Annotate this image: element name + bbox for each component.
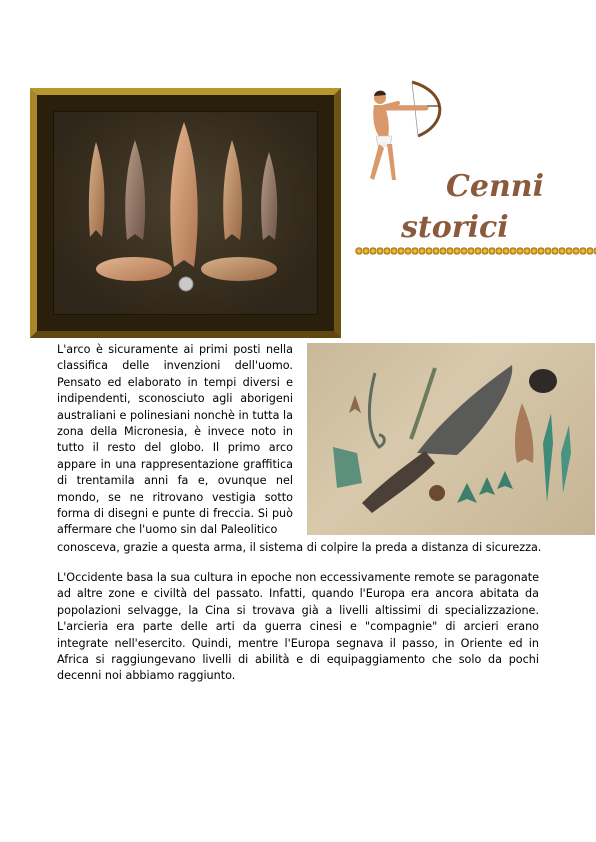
archer-leg-left	[370, 144, 384, 180]
small-point-left	[349, 395, 361, 413]
arrowhead-5	[261, 152, 277, 240]
flat-blade-right	[201, 257, 277, 281]
hook-1	[369, 373, 384, 447]
bronze-arrow-1	[457, 483, 477, 503]
arrowheads-illustration	[54, 112, 299, 296]
arrowhead-2	[125, 140, 145, 240]
arrowhead-4	[223, 140, 242, 240]
archer-leg-right	[387, 144, 396, 180]
knife-handle	[362, 451, 435, 513]
arrowhead-1	[89, 142, 105, 237]
ancient-artifacts-photo	[307, 343, 595, 535]
page-title-line-1: Cenni	[446, 169, 544, 204]
paragraph-1-wrapped: L'arco è sicuramente ai primi posti nella classifica delle invenzioni dell'uomo. Pensato ed elaborato in tempi diversi e indipendenti, sconosciuto agli aborigeni australiani e polinesiani nonchè in tutta la zona della Micronesia, è invece noto in tutto il resto del globo. Il primo arco appare in una rappresentazione graffitica di trentamila anni fa e, ovunque nel mondo, se ne ritrovano vestigia sotto forma di disegni e punte di freccia. Si può affermare che l'uomo sin dal Paleolitico	[57, 343, 293, 537]
bronze-spear-2	[561, 425, 571, 493]
bronze-arrow-3	[497, 471, 513, 489]
bead-divider	[355, 247, 596, 255]
artifacts-illustration	[307, 343, 595, 535]
coin	[179, 277, 193, 291]
hook-2	[411, 368, 435, 439]
flat-blade-left	[96, 257, 172, 281]
framed-arrowheads-photo	[30, 88, 341, 338]
green-stone	[333, 447, 362, 488]
flint-point	[515, 403, 534, 463]
arrowhead-3	[170, 122, 197, 267]
page-title-line-2: storici	[401, 210, 509, 245]
paragraph-2: L'Occidente basa la sua cultura in epoche non eccessivamente remote se paragonate ad altre zone e civiltà del passato. Infatti, quando l'Europa era ancora abitata da popolazioni selvagge, la Cina si trovava già a livelli altissimi di specializzazione. L'arcieria era parte delle arti da guerra cinesi e "compagnie" di arcieri erano integrate nell'esercito. Quindi, mentre l'Europa segnava il passo, in Oriente ed in Africa si raggiungevano livelli di abilità e di equipaggiamento che solo da pochi decenni noi abbiamo raggiunto.	[57, 571, 539, 683]
archer-clipart	[360, 78, 450, 188]
bronze-spear-1	[543, 413, 553, 503]
bronze-arrow-2	[479, 477, 495, 495]
dark-stone	[529, 369, 557, 393]
paragraph-1-tail: conosceva, grazie a questa arma, il sistema di colpire la preda a distanza di sicurezza.	[57, 541, 542, 554]
bead-disc	[429, 485, 445, 501]
